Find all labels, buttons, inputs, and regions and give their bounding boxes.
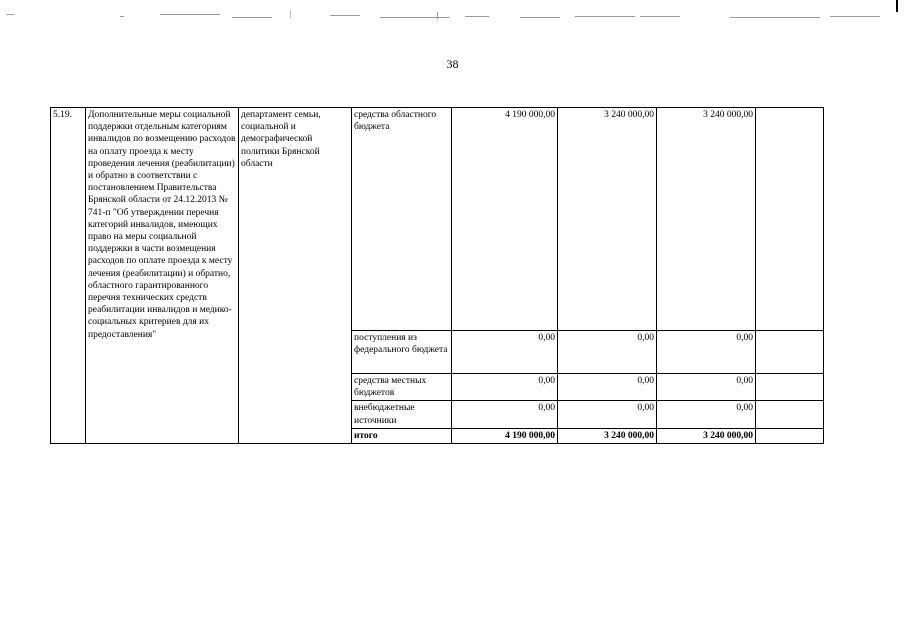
total-value-cell: 4 190 000,00 xyxy=(452,428,558,443)
scan-noise-decoration xyxy=(0,0,905,30)
value-cell: 0,00 xyxy=(452,373,558,400)
empty-value-cell xyxy=(756,428,824,443)
value-cell: 0,00 xyxy=(657,401,756,428)
empty-value-cell xyxy=(756,401,824,428)
total-value-cell: 3 240 000,00 xyxy=(657,428,756,443)
value-cell: 0,00 xyxy=(558,401,657,428)
measure-description-cell: Дополнительные меры социальной поддержки отдельным категориям инвалидов по возмещению расходов на оплату проезда к месту проведения лечения (реабилитации) и обратно в соответствии с постановлением Правительства Брянской области от 24.12.2013 № 741-п "Об утверждении перечня категорий инвалидов, имеющих право на меры социальной поддержки в части возмещения расходов по оплате проезда к месту лечения (реабилитации) и обратно, областного гарантированного перечня технических средств реабилитации инвалидов и медико-социальных критериев для их предоставления" xyxy=(86,108,239,444)
value-cell: 3 240 000,00 xyxy=(558,108,657,331)
funding-source-cell: внебюджетные источники xyxy=(352,401,452,428)
value-cell: 3 240 000,00 xyxy=(657,108,756,331)
value-cell: 0,00 xyxy=(657,330,756,373)
value-cell: 0,00 xyxy=(657,373,756,400)
funding-source-cell: средства местных бюджетов xyxy=(352,373,452,400)
budget-table xyxy=(50,107,824,444)
value-cell: 4 190 000,00 xyxy=(452,108,558,331)
empty-value-cell xyxy=(756,330,824,373)
item-number-cell: 5.19. xyxy=(51,108,86,444)
empty-value-cell xyxy=(756,108,824,331)
empty-value-cell xyxy=(756,373,824,400)
value-cell: 0,00 xyxy=(452,330,558,373)
total-value-cell: 3 240 000,00 xyxy=(558,428,657,443)
funding-source-cell: поступления из федерального бюджета xyxy=(352,330,452,373)
value-cell: 0,00 xyxy=(558,373,657,400)
value-cell: 0,00 xyxy=(452,401,558,428)
executor-cell: департамент семьи, социальной и демографической политики Брянской области xyxy=(239,108,352,444)
table-row xyxy=(51,108,824,331)
value-cell: 0,00 xyxy=(558,330,657,373)
total-label-cell: итого xyxy=(352,428,452,443)
page-number: 38 xyxy=(446,57,459,71)
funding-source-cell: средства областного бюджета xyxy=(352,108,452,331)
